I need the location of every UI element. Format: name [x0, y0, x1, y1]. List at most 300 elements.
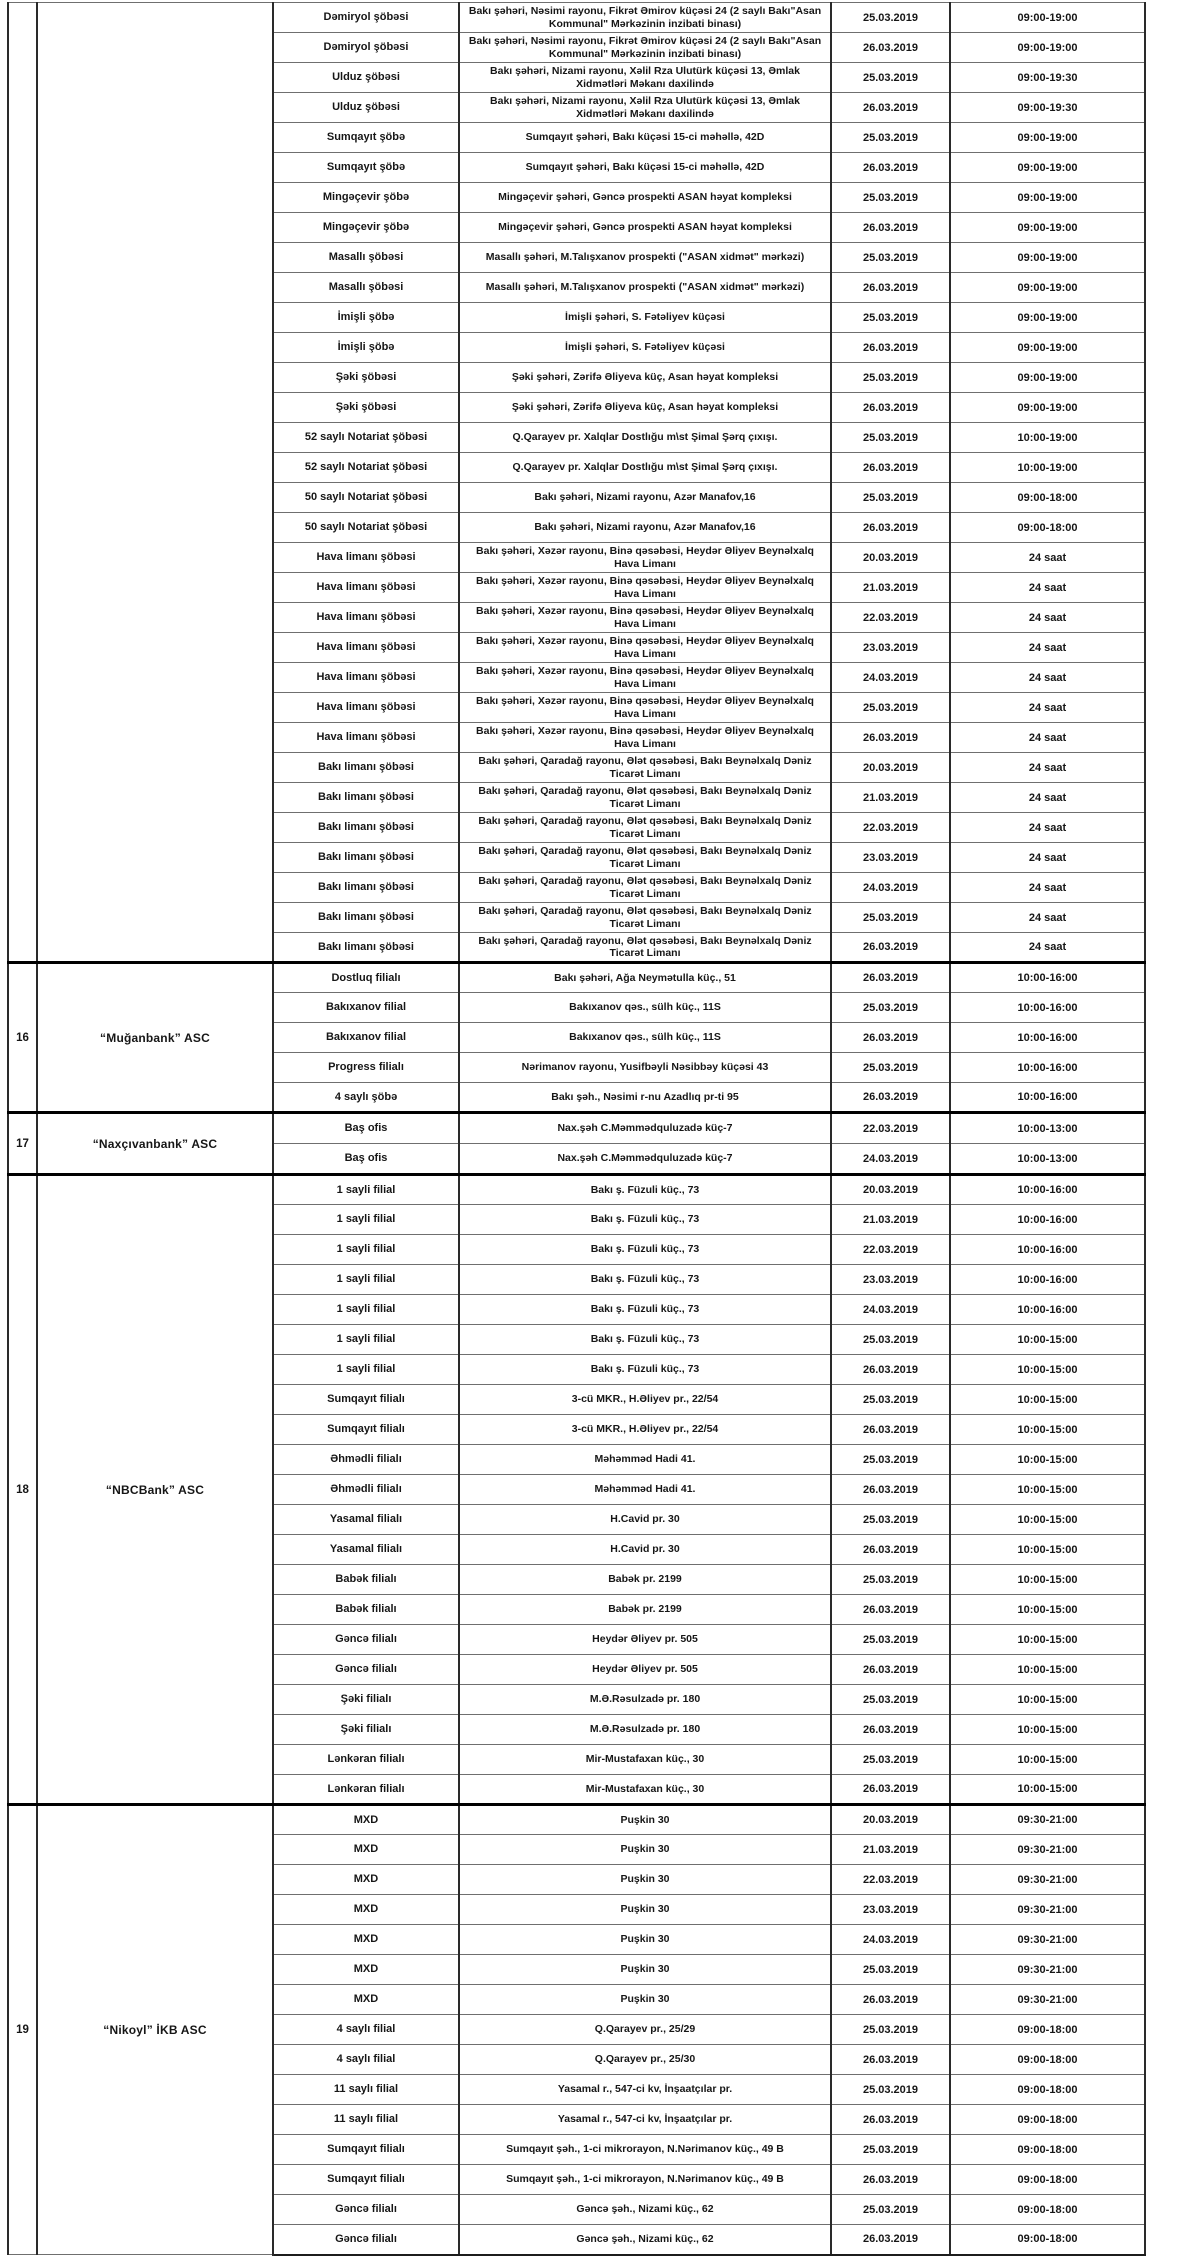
bank-name-cell: “Muğanbank” ASC: [37, 963, 273, 1113]
address-cell: Puşkin 30: [459, 1805, 831, 1835]
address-cell: Sumqayıt şəhəri, Bakı küçəsi 15-ci məhəllə, 42D: [459, 153, 831, 183]
hours-cell: 10:00-16:00: [950, 1295, 1145, 1325]
hours-cell: 24 saat: [950, 903, 1145, 933]
hours-cell: 24 saat: [950, 693, 1145, 723]
date-cell: 25.03.2019: [831, 3, 950, 33]
address-cell: Bakı şəhəri, Nizami rayonu, Xəlil Rza Ulutürk küçəsi 13, Əmlak Xidmətləri Məkanı daxilində: [459, 63, 831, 93]
address-cell: Heydər Əliyev pr. 505: [459, 1625, 831, 1655]
date-cell: 25.03.2019: [831, 1325, 950, 1355]
address-cell: Puşkin 30: [459, 1865, 831, 1895]
date-cell: 26.03.2019: [831, 1083, 950, 1113]
hours-cell: 10:00-15:00: [950, 1625, 1145, 1655]
branch-cell: Dostluq filialı: [273, 963, 459, 993]
hours-cell: 10:00-16:00: [950, 1265, 1145, 1295]
hours-cell: 10:00-16:00: [950, 1053, 1145, 1083]
date-cell: 20.03.2019: [831, 753, 950, 783]
date-cell: 21.03.2019: [831, 1835, 950, 1865]
address-cell: Bakı şəhəri, Xəzər rayonu, Binə qəsəbəsi, Heydər Əliyev Beynəlxalq Hava Limanı: [459, 573, 831, 603]
hours-cell: 10:00-15:00: [950, 1325, 1145, 1355]
branch-cell: MXD: [273, 1865, 459, 1895]
date-cell: 23.03.2019: [831, 1895, 950, 1925]
hours-cell: 24 saat: [950, 843, 1145, 873]
branch-cell: İmişli şöbə: [273, 303, 459, 333]
hours-cell: 10:00-15:00: [950, 1655, 1145, 1685]
branch-cell: MXD: [273, 1805, 459, 1835]
hours-cell: 24 saat: [950, 873, 1145, 903]
date-cell: 26.03.2019: [831, 2165, 950, 2195]
address-cell: Bakı şəhəri, Qaradağ rayonu, Ələt qəsəbəsi, Bakı Beynəlxalq Dəniz Ticarət Limanı: [459, 753, 831, 783]
branch-cell: Şəki filialı: [273, 1685, 459, 1715]
date-cell: 25.03.2019: [831, 1955, 950, 1985]
branch-cell: 4 saylı filial: [273, 2045, 459, 2075]
date-cell: 25.03.2019: [831, 1625, 950, 1655]
branch-cell: 1 sayli filial: [273, 1265, 459, 1295]
address-cell: H.Cavid pr. 30: [459, 1535, 831, 1565]
branch-cell: Bakı limanı şöbəsi: [273, 933, 459, 963]
hours-cell: 10:00-16:00: [950, 1235, 1145, 1265]
hours-cell: 09:00-18:00: [950, 483, 1145, 513]
hours-cell: 09:00-18:00: [950, 2015, 1145, 2045]
address-cell: Q.Qarayev pr. Xalqlar Dostlığu m\st Şimal Şərq çıxışı.: [459, 423, 831, 453]
hours-cell: 24 saat: [950, 573, 1145, 603]
date-cell: 26.03.2019: [831, 963, 950, 993]
document-page: [0, 2, 1200, 2264]
address-cell: Bakı şəhəri, Nizami rayonu, Xəlil Rza Ulutürk küçəsi 13, Əmlak Xidmətləri Məkanı daxilində: [459, 93, 831, 123]
branch-cell: Bakı limanı şöbəsi: [273, 783, 459, 813]
date-cell: 26.03.2019: [831, 393, 950, 423]
branch-cell: Ulduz şöbəsi: [273, 63, 459, 93]
date-cell: 25.03.2019: [831, 1505, 950, 1535]
address-cell: Q.Qarayev pr., 25/29: [459, 2015, 831, 2045]
branch-cell: Ulduz şöbəsi: [273, 93, 459, 123]
branch-cell: Sumqayıt filialı: [273, 1385, 459, 1415]
date-cell: 25.03.2019: [831, 423, 950, 453]
date-cell: 26.03.2019: [831, 513, 950, 543]
hours-cell: 09:00-19:30: [950, 93, 1145, 123]
address-cell: Bakı şəh., Nəsimi r-nu Azadlıq pr-ti 95: [459, 1083, 831, 1113]
branch-cell: Bakı limanı şöbəsi: [273, 873, 459, 903]
date-cell: 25.03.2019: [831, 1745, 950, 1775]
branch-cell: Hava limanı şöbəsi: [273, 633, 459, 663]
date-cell: 21.03.2019: [831, 573, 950, 603]
branch-cell: Sumqayıt filialı: [273, 2135, 459, 2165]
branch-cell: Şəki şöbəsi: [273, 363, 459, 393]
address-cell: Bakı şəhəri, Qaradağ rayonu, Ələt qəsəbəsi, Bakı Beynəlxalq Dəniz Ticarət Limanı: [459, 873, 831, 903]
hours-cell: 10:00-16:00: [950, 963, 1145, 993]
address-cell: Yasamal r., 547-ci kv, İnşaatçılar pr.: [459, 2105, 831, 2135]
address-cell: Babək pr. 2199: [459, 1595, 831, 1625]
branch-cell: Babək filialı: [273, 1565, 459, 1595]
branch-cell: Əhmədli filialı: [273, 1475, 459, 1505]
address-cell: Heydər Əliyev pr. 505: [459, 1655, 831, 1685]
address-cell: Bakı şəhəri, Xəzər rayonu, Binə qəsəbəsi, Heydər Əliyev Beynəlxalq Hava Limanı: [459, 633, 831, 663]
address-cell: Bakı şəhəri, Xəzər rayonu, Binə qəsəbəsi, Heydər Əliyev Beynəlxalq Hava Limanı: [459, 603, 831, 633]
table-row: [8, 963, 1145, 993]
hours-cell: 09:00-19:00: [950, 183, 1145, 213]
date-cell: 26.03.2019: [831, 1415, 950, 1445]
date-cell: 26.03.2019: [831, 1595, 950, 1625]
branch-cell: Lənkəran filialı: [273, 1745, 459, 1775]
branch-cell: 1 sayli filial: [273, 1295, 459, 1325]
hours-cell: 24 saat: [950, 933, 1145, 963]
section-number-cell: 17: [8, 1113, 37, 1175]
address-cell: Masallı şəhəri, M.Talışxanov prospekti ("ASAN xidmət" mərkəzi): [459, 273, 831, 303]
branch-cell: 4 saylı filial: [273, 2015, 459, 2045]
hours-cell: 10:00-19:00: [950, 453, 1145, 483]
hours-cell: 24 saat: [950, 543, 1145, 573]
hours-cell: 10:00-15:00: [950, 1565, 1145, 1595]
hours-cell: 24 saat: [950, 663, 1145, 693]
date-cell: 26.03.2019: [831, 273, 950, 303]
hours-cell: 09:30-21:00: [950, 1835, 1145, 1865]
hours-cell: 09:00-18:00: [950, 2045, 1145, 2075]
date-cell: 25.03.2019: [831, 1565, 950, 1595]
address-cell: Bakıxanov qəs., sülh küç., 11S: [459, 1023, 831, 1053]
branch-cell: 4 saylı şöbə: [273, 1083, 459, 1113]
branch-cell: 50 saylı Notariat şöbəsi: [273, 513, 459, 543]
branch-cell: Hava limanı şöbəsi: [273, 663, 459, 693]
branch-cell: Bakı limanı şöbəsi: [273, 903, 459, 933]
address-cell: Bakı şəhəri, Qaradağ rayonu, Ələt qəsəbəsi, Bakı Beynəlxalq Dəniz Ticarət Limanı: [459, 813, 831, 843]
hours-cell: 09:30-21:00: [950, 1805, 1145, 1835]
date-cell: 26.03.2019: [831, 1715, 950, 1745]
branch-cell: Yasamal filialı: [273, 1535, 459, 1565]
hours-cell: 10:00-15:00: [950, 1475, 1145, 1505]
bank-name-cell: “NBCBank” ASC: [37, 1175, 273, 1805]
branch-cell: Hava limanı şöbəsi: [273, 603, 459, 633]
address-cell: Puşkin 30: [459, 1955, 831, 1985]
date-cell: 25.03.2019: [831, 483, 950, 513]
branch-cell: MXD: [273, 1925, 459, 1955]
hours-cell: 09:00-19:30: [950, 63, 1145, 93]
date-cell: 26.03.2019: [831, 453, 950, 483]
branch-cell: Gəncə filialı: [273, 2195, 459, 2225]
date-cell: 25.03.2019: [831, 993, 950, 1023]
date-cell: 25.03.2019: [831, 2075, 950, 2105]
date-cell: 21.03.2019: [831, 783, 950, 813]
hours-cell: 10:00-15:00: [950, 1535, 1145, 1565]
branch-cell: MXD: [273, 1895, 459, 1925]
address-cell: Şəki şəhəri, Zərifə Əliyeva küç, Asan həyat kompleksi: [459, 393, 831, 423]
hours-cell: 09:00-19:00: [950, 393, 1145, 423]
date-cell: 25.03.2019: [831, 243, 950, 273]
date-cell: 26.03.2019: [831, 1355, 950, 1385]
address-cell: Nərimanov rayonu, Yusifbəyli Nəsibbəy küçəsi 43: [459, 1053, 831, 1083]
table-row: [8, 3, 1145, 33]
date-cell: 23.03.2019: [831, 1265, 950, 1295]
date-cell: 26.03.2019: [831, 2225, 950, 2255]
date-cell: 26.03.2019: [831, 1985, 950, 2015]
date-cell: 20.03.2019: [831, 1175, 950, 1205]
hours-cell: 09:30-21:00: [950, 1865, 1145, 1895]
branch-cell: Sumqayıt filialı: [273, 1415, 459, 1445]
address-cell: Bakı ş. Füzuli küç., 73: [459, 1235, 831, 1265]
hours-cell: 09:00-19:00: [950, 333, 1145, 363]
branch-cell: Gəncə filialı: [273, 2225, 459, 2255]
address-cell: Puşkin 30: [459, 1925, 831, 1955]
branch-cell: Dəmiryol şöbəsi: [273, 33, 459, 63]
date-cell: 26.03.2019: [831, 1535, 950, 1565]
address-cell: Bakı şəhəri, Qaradağ rayonu, Ələt qəsəbəsi, Bakı Beynəlxalq Dəniz Ticarət Limanı: [459, 933, 831, 963]
hours-cell: 24 saat: [950, 723, 1145, 753]
hours-cell: 09:00-18:00: [950, 2135, 1145, 2165]
date-cell: 26.03.2019: [831, 933, 950, 963]
address-cell: Bakı şəhəri, Xəzər rayonu, Binə qəsəbəsi, Heydər Əliyev Beynəlxalq Hava Limanı: [459, 663, 831, 693]
address-cell: Puşkin 30: [459, 1985, 831, 2015]
date-cell: 25.03.2019: [831, 183, 950, 213]
date-cell: 24.03.2019: [831, 663, 950, 693]
date-cell: 21.03.2019: [831, 1205, 950, 1235]
branch-cell: Hava limanı şöbəsi: [273, 543, 459, 573]
date-cell: 22.03.2019: [831, 1113, 950, 1144]
address-cell: Sumqayıt şəhəri, Bakı küçəsi 15-ci məhəllə, 42D: [459, 123, 831, 153]
branch-cell: 11 saylı filial: [273, 2105, 459, 2135]
address-cell: Bakı şəhəri, Xəzər rayonu, Binə qəsəbəsi, Heydər Əliyev Beynəlxalq Hava Limanı: [459, 543, 831, 573]
address-cell: Gəncə şəh., Nizami küç., 62: [459, 2195, 831, 2225]
table-row: [8, 1113, 1145, 1144]
hours-cell: 10:00-15:00: [950, 1685, 1145, 1715]
branch-cell: 1 sayli filial: [273, 1325, 459, 1355]
table-body: [8, 3, 1145, 2255]
branch-cell: Bakı limanı şöbəsi: [273, 843, 459, 873]
hours-cell: 10:00-15:00: [950, 1415, 1145, 1445]
address-cell: Mingəçevir şəhəri, Gəncə prospekti ASAN həyat kompleksi: [459, 213, 831, 243]
branch-cell: MXD: [273, 1955, 459, 1985]
hours-cell: 09:30-21:00: [950, 1895, 1145, 1925]
address-cell: Bakı şəhəri, Nəsimi rayonu, Fikrət Əmirov küçəsi 24 (2 saylı Bakı"Asan Kommunal" Mərkəzinin inzibati binası): [459, 33, 831, 63]
hours-cell: 09:00-18:00: [950, 2225, 1145, 2255]
date-cell: 23.03.2019: [831, 633, 950, 663]
address-cell: M.Ə.Rəsulzadə pr. 180: [459, 1685, 831, 1715]
date-cell: 24.03.2019: [831, 873, 950, 903]
address-cell: Q.Qarayev pr. Xalqlar Dostlığu m\st Şimal Şərq çıxışı.: [459, 453, 831, 483]
branch-cell: Hava limanı şöbəsi: [273, 723, 459, 753]
date-cell: 26.03.2019: [831, 333, 950, 363]
address-cell: Puşkin 30: [459, 1895, 831, 1925]
branch-cell: İmişli şöbə: [273, 333, 459, 363]
address-cell: Babək pr. 2199: [459, 1565, 831, 1595]
hours-cell: 09:00-19:00: [950, 3, 1145, 33]
hours-cell: 09:00-19:00: [950, 243, 1145, 273]
branch-cell: Progress filialı: [273, 1053, 459, 1083]
hours-cell: 10:00-16:00: [950, 1083, 1145, 1113]
date-cell: 26.03.2019: [831, 723, 950, 753]
date-cell: 26.03.2019: [831, 1475, 950, 1505]
address-cell: Puşkin 30: [459, 1835, 831, 1865]
date-cell: 25.03.2019: [831, 903, 950, 933]
date-cell: 26.03.2019: [831, 1775, 950, 1805]
date-cell: 20.03.2019: [831, 1805, 950, 1835]
branch-cell: Sumqayıt şöbə: [273, 123, 459, 153]
address-cell: Bakı şəhəri, Xəzər rayonu, Binə qəsəbəsi, Heydər Əliyev Beynəlxalq Hava Limanı: [459, 723, 831, 753]
hours-cell: 10:00-13:00: [950, 1144, 1145, 1175]
branch-cell: Mingəçevir şöbə: [273, 213, 459, 243]
hours-cell: 10:00-15:00: [950, 1385, 1145, 1415]
address-cell: Bakı şəhəri, Nizami rayonu, Azər Manafov,16: [459, 513, 831, 543]
address-cell: Bakı ş. Füzuli küç., 73: [459, 1295, 831, 1325]
section-number-cell: 18: [8, 1175, 37, 1805]
branch-cell: Hava limanı şöbəsi: [273, 573, 459, 603]
branch-cell: Şəki filialı: [273, 1715, 459, 1745]
address-cell: Bakı ş. Füzuli küç., 73: [459, 1265, 831, 1295]
hours-cell: 09:00-18:00: [950, 2075, 1145, 2105]
date-cell: 25.03.2019: [831, 1685, 950, 1715]
hours-cell: 10:00-16:00: [950, 1023, 1145, 1053]
date-cell: 24.03.2019: [831, 1295, 950, 1325]
branch-cell: Masallı şöbəsi: [273, 273, 459, 303]
hours-cell: 24 saat: [950, 813, 1145, 843]
date-cell: 22.03.2019: [831, 1235, 950, 1265]
date-cell: 26.03.2019: [831, 2045, 950, 2075]
branch-cell: Yasamal filialı: [273, 1505, 459, 1535]
table-row: [8, 1175, 1145, 1205]
address-cell: 3-cü MKR., H.Əliyev pr., 22/54: [459, 1415, 831, 1445]
branch-cell: Hava limanı şöbəsi: [273, 693, 459, 723]
date-cell: 25.03.2019: [831, 63, 950, 93]
section-number-cell: 19: [8, 1805, 37, 2255]
branch-cell: Dəmiryol şöbəsi: [273, 3, 459, 33]
bank-name-cell: “Naxçıvanbank” ASC: [37, 1113, 273, 1175]
hours-cell: 10:00-15:00: [950, 1745, 1145, 1775]
address-cell: Bakı şəhəri, Ağa Neymətulla küç., 51: [459, 963, 831, 993]
hours-cell: 09:30-21:00: [950, 1925, 1145, 1955]
address-cell: Şəki şəhəri, Zərifə Əliyeva küç, Asan həyat kompleksi: [459, 363, 831, 393]
hours-cell: 09:00-18:00: [950, 2195, 1145, 2225]
branch-cell: MXD: [273, 1985, 459, 2015]
date-cell: 26.03.2019: [831, 1655, 950, 1685]
address-cell: Mingəçevir şəhəri, Gəncə prospekti ASAN həyat kompleksi: [459, 183, 831, 213]
hours-cell: 10:00-15:00: [950, 1445, 1145, 1475]
date-cell: 25.03.2019: [831, 303, 950, 333]
hours-cell: 10:00-15:00: [950, 1775, 1145, 1805]
hours-cell: 24 saat: [950, 753, 1145, 783]
hours-cell: 10:00-15:00: [950, 1595, 1145, 1625]
address-cell: 3-cü MKR., H.Əliyev pr., 22/54: [459, 1385, 831, 1415]
hours-cell: 10:00-16:00: [950, 1205, 1145, 1235]
hours-cell: 09:30-21:00: [950, 1955, 1145, 1985]
branch-cell: Sumqayıt filialı: [273, 2165, 459, 2195]
hours-cell: 10:00-15:00: [950, 1505, 1145, 1535]
branch-cell: Bakıxanov filial: [273, 993, 459, 1023]
hours-cell: 09:00-18:00: [950, 513, 1145, 543]
address-cell: Sumqayıt şəh., 1-ci mikrorayon, N.Nərimanov küç., 49 B: [459, 2135, 831, 2165]
branch-cell: 1 sayli filial: [273, 1205, 459, 1235]
branch-cell: Masallı şöbəsi: [273, 243, 459, 273]
address-cell: Bakı şəhəri, Nizami rayonu, Azər Manafov,16: [459, 483, 831, 513]
branch-cell: 1 sayli filial: [273, 1235, 459, 1265]
date-cell: 20.03.2019: [831, 543, 950, 573]
address-cell: Masallı şəhəri, M.Talışxanov prospekti ("ASAN xidmət" mərkəzi): [459, 243, 831, 273]
date-cell: 26.03.2019: [831, 1023, 950, 1053]
address-cell: Bakı şəhəri, Xəzər rayonu, Binə qəsəbəsi, Heydər Əliyev Beynəlxalq Hava Limanı: [459, 693, 831, 723]
hours-cell: 09:00-19:00: [950, 213, 1145, 243]
date-cell: 25.03.2019: [831, 2135, 950, 2165]
address-cell: Q.Qarayev pr., 25/30: [459, 2045, 831, 2075]
branch-cell: Bakıxanov filial: [273, 1023, 459, 1053]
address-cell: H.Cavid pr. 30: [459, 1505, 831, 1535]
bank-name-cell: [37, 3, 273, 963]
date-cell: 24.03.2019: [831, 1144, 950, 1175]
section-number-cell: 16: [8, 963, 37, 1113]
address-cell: Bakı şəhəri, Qaradağ rayonu, Ələt qəsəbəsi, Bakı Beynəlxalq Dəniz Ticarət Limanı: [459, 783, 831, 813]
bank-name-cell: “Nikoyl” İKB ASC: [37, 1805, 273, 2255]
hours-cell: 10:00-15:00: [950, 1715, 1145, 1745]
branch-cell: Əhmədli filialı: [273, 1445, 459, 1475]
date-cell: 25.03.2019: [831, 2195, 950, 2225]
branch-cell: Baş ofis: [273, 1144, 459, 1175]
branch-cell: 1 sayli filial: [273, 1355, 459, 1385]
branch-cell: 52 saylı Notariat şöbəsi: [273, 423, 459, 453]
date-cell: 22.03.2019: [831, 603, 950, 633]
address-cell: Bakı ş. Füzuli küç., 73: [459, 1175, 831, 1205]
address-cell: Bakı ş. Füzuli küç., 73: [459, 1355, 831, 1385]
hours-cell: 24 saat: [950, 633, 1145, 663]
address-cell: Gəncə şəh., Nizami küç., 62: [459, 2225, 831, 2255]
date-cell: 25.03.2019: [831, 693, 950, 723]
address-cell: Nax.şəh C.Məmmədquluzadə küç-7: [459, 1113, 831, 1144]
address-cell: Məhəmməd Hadi 41.: [459, 1445, 831, 1475]
date-cell: 25.03.2019: [831, 1445, 950, 1475]
address-cell: Bakı şəhəri, Qaradağ rayonu, Ələt qəsəbəsi, Bakı Beynəlxalq Dəniz Ticarət Limanı: [459, 843, 831, 873]
date-cell: 23.03.2019: [831, 843, 950, 873]
branch-cell: Sumqayıt şöbə: [273, 153, 459, 183]
hours-cell: 10:00-16:00: [950, 1175, 1145, 1205]
hours-cell: 24 saat: [950, 783, 1145, 813]
date-cell: 22.03.2019: [831, 1865, 950, 1895]
date-cell: 26.03.2019: [831, 213, 950, 243]
hours-cell: 09:00-19:00: [950, 33, 1145, 63]
hours-cell: 09:00-19:00: [950, 303, 1145, 333]
date-cell: 25.03.2019: [831, 363, 950, 393]
branch-cell: Babək filialı: [273, 1595, 459, 1625]
address-cell: Məhəmməd Hadi 41.: [459, 1475, 831, 1505]
address-cell: İmişli şəhəri, S. Fətəliyev küçəsi: [459, 303, 831, 333]
hours-cell: 09:00-19:00: [950, 273, 1145, 303]
hours-cell: 09:00-19:00: [950, 123, 1145, 153]
date-cell: 24.03.2019: [831, 1925, 950, 1955]
address-cell: Bakı şəhəri, Nəsimi rayonu, Fikrət Əmirov küçəsi 24 (2 saylı Bakı"Asan Kommunal" Mərkəzinin inzibati binası): [459, 3, 831, 33]
date-cell: 22.03.2019: [831, 813, 950, 843]
address-cell: Nax.şəh C.Məmmədquluzadə küç-7: [459, 1144, 831, 1175]
date-cell: 25.03.2019: [831, 123, 950, 153]
branch-cell: Gəncə filialı: [273, 1655, 459, 1685]
hours-cell: 09:00-19:00: [950, 363, 1145, 393]
section-number-cell: [8, 3, 37, 963]
branch-cell: 11 saylı filial: [273, 2075, 459, 2105]
date-cell: 26.03.2019: [831, 33, 950, 63]
hours-cell: 10:00-13:00: [950, 1113, 1145, 1144]
address-cell: M.Ə.Rəsulzadə pr. 180: [459, 1715, 831, 1745]
address-cell: Mir-Mustafaxan küç., 30: [459, 1775, 831, 1805]
branch-cell: 1 sayli filial: [273, 1175, 459, 1205]
address-cell: İmişli şəhəri, S. Fətəliyev küçəsi: [459, 333, 831, 363]
hours-cell: 09:30-21:00: [950, 1985, 1145, 2015]
branch-cell: MXD: [273, 1835, 459, 1865]
branch-cell: 52 saylı Notariat şöbəsi: [273, 453, 459, 483]
date-cell: 26.03.2019: [831, 93, 950, 123]
branch-cell: Bakı limanı şöbəsi: [273, 813, 459, 843]
address-cell: Mir-Mustafaxan küç., 30: [459, 1745, 831, 1775]
date-cell: 26.03.2019: [831, 2105, 950, 2135]
address-cell: Sumqayıt şəh., 1-ci mikrorayon, N.Nərimanov küç., 49 B: [459, 2165, 831, 2195]
hours-cell: 09:00-18:00: [950, 2105, 1145, 2135]
branch-cell: Lənkəran filialı: [273, 1775, 459, 1805]
hours-cell: 09:00-18:00: [950, 2165, 1145, 2195]
address-cell: Bakı şəhəri, Qaradağ rayonu, Ələt qəsəbəsi, Bakı Beynəlxalq Dəniz Ticarət Limanı: [459, 903, 831, 933]
address-cell: Bakı ş. Füzuli küç., 73: [459, 1325, 831, 1355]
address-cell: Bakıxanov qəs., sülh küç., 11S: [459, 993, 831, 1023]
address-cell: Bakı ş. Füzuli küç., 73: [459, 1205, 831, 1235]
